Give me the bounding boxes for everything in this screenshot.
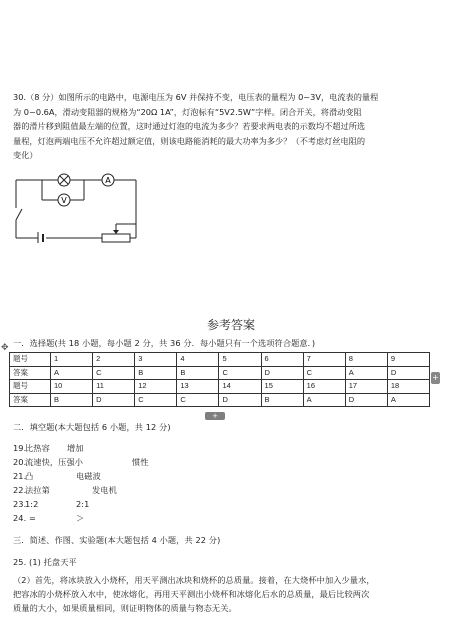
- table-cell: 题号: [10, 353, 51, 367]
- table-cell: D: [261, 366, 303, 380]
- table-cell: 14: [219, 380, 261, 394]
- table-row: [10, 353, 430, 367]
- answer-23-a: 1:2: [25, 499, 39, 509]
- answer-25-part-1: 25. (1) 托盘天平: [13, 557, 77, 567]
- answer-22-a: 法拉第: [25, 485, 50, 495]
- answer-25-line: 质量的大小，如果质量相同，则证明物体的质量与物态无关。: [13, 603, 237, 613]
- question-30-line: 变化）: [13, 150, 38, 160]
- table-cell: C: [135, 393, 177, 407]
- section-2-heading: 二．填空题(本大题包括 6 小题，共 12 分): [13, 422, 171, 432]
- table-cell: 4: [177, 353, 219, 367]
- answer-25-line: 把容冰的小烧杯放入水中，使冰熔化，再用天平测出小烧杯和冰熔化后水的总质量，最后比较两次: [13, 589, 370, 599]
- answer-23-label: 23.: [13, 499, 27, 509]
- answer-24-label: 24.: [13, 513, 27, 523]
- table-cell: 1: [51, 353, 93, 367]
- ammeter-label: A: [105, 176, 111, 185]
- table-cell: C: [219, 366, 261, 380]
- move-handle-icon[interactable]: ✥: [1, 343, 9, 353]
- answer-20-b: 惯性: [132, 457, 149, 467]
- table-cell: 7: [303, 353, 345, 367]
- table-cell: C: [93, 366, 135, 380]
- voltmeter-label: V: [61, 196, 67, 205]
- table-cell: D: [219, 393, 261, 407]
- table-cell: 17: [345, 380, 387, 394]
- table-row: [10, 380, 430, 394]
- table-cell: 18: [387, 380, 429, 394]
- answer-19-label: 19.: [13, 443, 27, 453]
- section-1-heading: 一．选择题(共 18 小题，每小题 2 分，共 36 分．每小题只有一个选项符合题意．): [13, 338, 316, 348]
- table-cell: 6: [261, 353, 303, 367]
- answer-20-a: 流速快，压强小: [25, 457, 84, 467]
- table-cell: 5: [219, 353, 261, 367]
- table-cell: C: [303, 366, 345, 380]
- answer-23-b: 2:1: [76, 499, 90, 509]
- table-cell: A: [345, 366, 387, 380]
- table-cell: A: [303, 393, 345, 407]
- circuit-diagram: [10, 168, 150, 243]
- question-30-line: 器的滑片移到阻值最左端的位置，这时通过灯泡的电流为多少？若要求两电表的示数均不超过所选: [13, 121, 366, 131]
- answer-25-line: （2）首先，将冰块放入小烧杯，用天平测出冰块和烧杯的总质量。接着，在大烧杯中加入少量水，: [13, 575, 375, 585]
- question-30-line: 量程，灯泡两端电压不允许超过额定值，则该电路能消耗的最大功率为多少？（不考虑灯丝电阻的: [13, 135, 366, 146]
- question-30: [13, 90, 445, 163]
- table-cell: D: [387, 366, 429, 380]
- answers-title: 参考答案: [206, 318, 255, 332]
- answer-19-b: 增加: [67, 443, 84, 453]
- section-3-heading: 三．简述、作图、实验题(本大题包括 4 小题，共 22 分): [13, 535, 221, 545]
- table-cell: 10: [51, 380, 93, 394]
- table-cell: 11: [93, 380, 135, 394]
- rheostat-symbol: [102, 234, 130, 242]
- table-cell: 3: [135, 353, 177, 367]
- table-cell: 答案: [10, 393, 51, 407]
- answer-21-label: 21.: [13, 471, 27, 481]
- table-cell: A: [387, 393, 429, 407]
- table-cell: 9: [387, 353, 429, 367]
- switch-symbol: [16, 209, 22, 220]
- answer-table: [9, 352, 430, 407]
- table-cell: B: [261, 393, 303, 407]
- answer-22-label: 22.: [13, 485, 27, 495]
- table-row: [10, 393, 430, 407]
- answer-21-a: 凸: [25, 471, 34, 481]
- table-cell: 2: [93, 353, 135, 367]
- answer-21-b: 电磁波: [76, 471, 101, 481]
- question-30-line: 30.（8 分）如图所示的电路中，电源电压为 6V 并保持不变，电压表的量程为 0~3V，电流表的量程: [13, 92, 379, 102]
- table-cell: 16: [303, 380, 345, 394]
- table-cell: 12: [135, 380, 177, 394]
- add-column-button[interactable]: +: [432, 373, 439, 382]
- answer-24-b: ＞: [76, 513, 85, 523]
- table-cell: D: [93, 393, 135, 407]
- add-row-button[interactable]: +: [205, 412, 225, 420]
- answer-24-a: =: [29, 513, 36, 523]
- answer-19-a: 比热容: [25, 443, 50, 453]
- table-cell: 题号: [10, 380, 51, 394]
- table-cell: C: [177, 393, 219, 407]
- table-cell: B: [135, 366, 177, 380]
- question-30-line: 为 0~0.6A，滑动变阻器的规格为“20Ω 1A”，灯泡标有“5V2.5W”字样。闭合开关，将滑动变阻: [13, 106, 362, 117]
- table-cell: 答案: [10, 366, 51, 380]
- table-cell: B: [51, 393, 93, 407]
- answer-20-label: 20.: [13, 457, 27, 467]
- table-cell: A: [51, 366, 93, 380]
- table-cell: D: [345, 393, 387, 407]
- table-cell: 8: [345, 353, 387, 367]
- table-cell: B: [177, 366, 219, 380]
- answer-22-b: 发电机: [92, 485, 117, 495]
- table-cell: 13: [177, 380, 219, 394]
- table-row: [10, 366, 430, 380]
- table-cell: 15: [261, 380, 303, 394]
